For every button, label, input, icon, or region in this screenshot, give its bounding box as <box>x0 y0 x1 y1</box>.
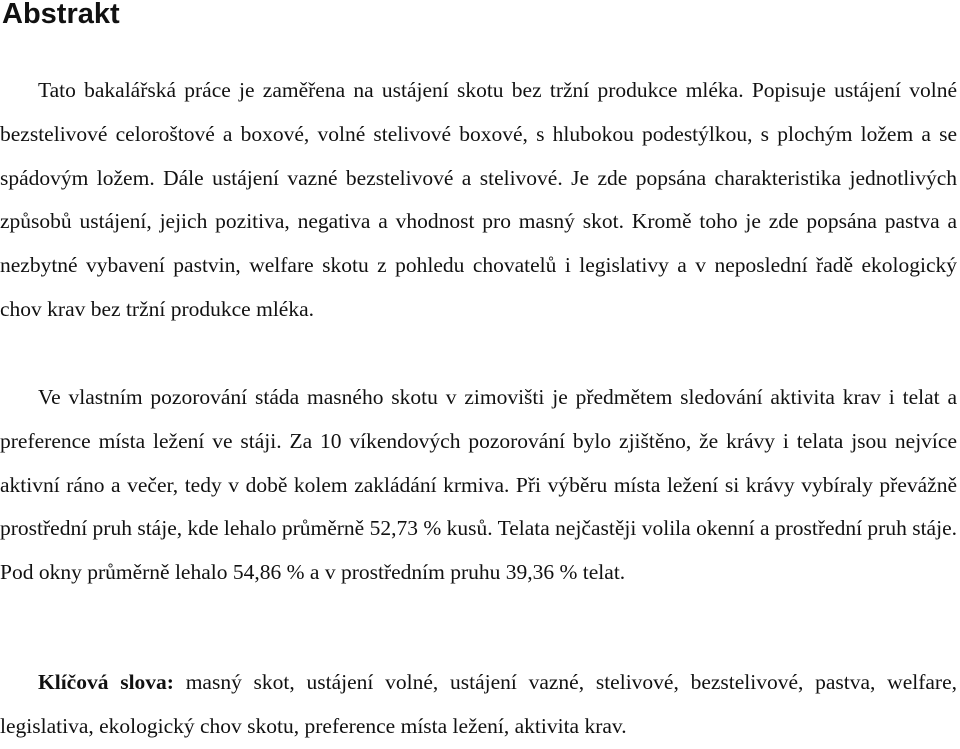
keywords-paragraph <box>0 661 957 749</box>
keywords-list: masný skot, ustájení volné, ustájení vazné, stelivové, bezstelivové, pastva, welfare, legislativa, ekologický chov skotu, preference místa ležení, aktivita krav. <box>0 670 957 738</box>
abstract-paragraph-1: Tato bakalářská práce je zaměřena na ustájení skotu bez tržní produkce mléka. Popisuje ustájení volné bezstelivové celoroštové a boxové, volné stelivové boxové, s hlubokou podestýlkou, s plochým ložem a se spádovým ložem. Dále ustájení vazné bezstelivové a stelivové. Je zde popsána charakteristika jednotlivých způsobů ustájení, jejich pozitiva, negativa a vhodnost pro masný skot. Kromě toho je zde popsána pastva a nezbytné vybavení pastvin, welfare skotu z pohledu chovatelů i legislativy a v neposlední řadě ekologický chov krav bez tržní produkce mléka. <box>0 78 957 321</box>
keywords-label: Klíčová slova: <box>38 670 174 694</box>
abstract-paragraph-2: Ve vlastním pozorování stáda masného skotu v zimovišti je předmětem sledování aktivita krav i telat a preference místa ležení ve stáji. Za 10 víkendových pozorování bylo zjištěno, že krávy i telata jsou nejvíce aktivní ráno a večer, tedy v době kolem zakládání krmiva. Při výběru místa ležení si krávy vybíraly převážně prostřední pruh stáje, kde lehalo průměrně 52,73 % kusů. Telata nejčastěji volila okenní a prostřední pruh stáje. Pod okny průměrně lehalo 54,86 % a v prostředním pruhu 39,36 % telat. <box>0 385 957 585</box>
page-title: Abstrakt <box>2 0 120 30</box>
